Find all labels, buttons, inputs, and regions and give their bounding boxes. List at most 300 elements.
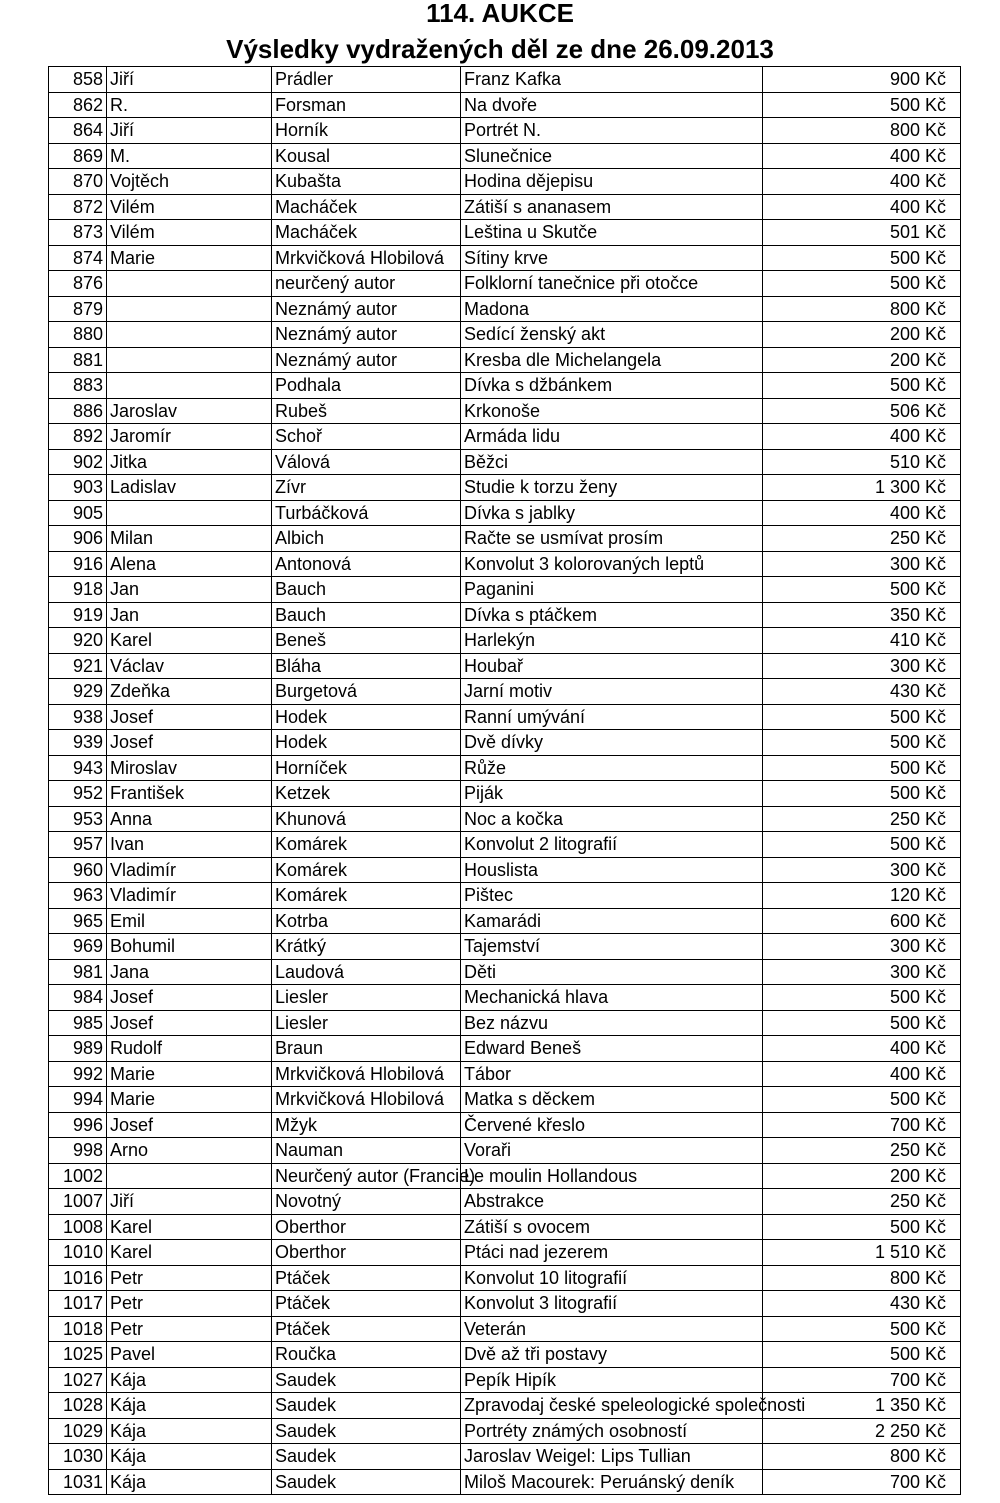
table-row: [49, 806, 961, 832]
price-cell: 500 Kč: [763, 1316, 961, 1342]
artwork-title-cell: Račte se usmívat prosím: [461, 526, 763, 552]
lot-number-cell: 994: [49, 1087, 107, 1113]
price-cell: 600 Kč: [763, 908, 961, 934]
first-name-cell: Jitka: [107, 449, 272, 475]
table-row: [49, 1240, 961, 1266]
artwork-title-cell: Harlekýn: [461, 628, 763, 654]
artwork-title-cell: Ranní umývání: [461, 704, 763, 730]
last-name-cell: Zívr: [272, 475, 461, 501]
price-cell: 500 Kč: [763, 245, 961, 271]
table-row: [49, 653, 961, 679]
price-cell: 400 Kč: [763, 500, 961, 526]
last-name-cell: Turbáčková: [272, 500, 461, 526]
last-name-cell: Ptáček: [272, 1291, 461, 1317]
artwork-title-cell: Folklorní tanečnice při otočce: [461, 271, 763, 297]
table-row: [49, 679, 961, 705]
lot-number-cell: 1008: [49, 1214, 107, 1240]
table-row: [49, 500, 961, 526]
last-name-cell: Roučka: [272, 1342, 461, 1368]
price-cell: 400 Kč: [763, 1061, 961, 1087]
last-name-cell: Mrkvičková Hlobilová: [272, 245, 461, 271]
artwork-title-cell: Dvě až tři postavy: [461, 1342, 763, 1368]
price-cell: 1 300 Kč: [763, 475, 961, 501]
artwork-title-cell: Franz Kafka: [461, 67, 763, 93]
price-cell: 350 Kč: [763, 602, 961, 628]
lot-number-cell: 870: [49, 169, 107, 195]
first-name-cell: Zdeňka: [107, 679, 272, 705]
table-row: [49, 781, 961, 807]
price-cell: 500 Kč: [763, 271, 961, 297]
artwork-title-cell: Kamarádi: [461, 908, 763, 934]
last-name-cell: Novotný: [272, 1189, 461, 1215]
price-cell: 400 Kč: [763, 169, 961, 195]
price-cell: 1 510 Kč: [763, 1240, 961, 1266]
lot-number-cell: 883: [49, 373, 107, 399]
lot-number-cell: 918: [49, 577, 107, 603]
price-cell: 900 Kč: [763, 67, 961, 93]
table-row: [49, 1469, 961, 1495]
lot-number-cell: 1010: [49, 1240, 107, 1266]
last-name-cell: Burgetová: [272, 679, 461, 705]
artwork-title-cell: Paganini: [461, 577, 763, 603]
price-cell: 250 Kč: [763, 1189, 961, 1215]
artwork-title-cell: Konvolut 10 litografií: [461, 1265, 763, 1291]
lot-number-cell: 1028: [49, 1393, 107, 1419]
lot-number-cell: 963: [49, 883, 107, 909]
table-row: [49, 373, 961, 399]
page-subtitle: Výsledky vydražených děl ze dne 26.09.2013: [226, 34, 774, 64]
first-name-cell: R.: [107, 92, 272, 118]
table-row: [49, 1444, 961, 1470]
first-name-cell: [107, 347, 272, 373]
artwork-title-cell: Madona: [461, 296, 763, 322]
last-name-cell: Ketzek: [272, 781, 461, 807]
lot-number-cell: 953: [49, 806, 107, 832]
artwork-title-cell: Ptáci nad jezerem: [461, 1240, 763, 1266]
table-row: [49, 1265, 961, 1291]
first-name-cell: Jan: [107, 577, 272, 603]
table-row: [49, 424, 961, 450]
table-row: [49, 883, 961, 909]
lot-number-cell: 873: [49, 220, 107, 246]
lot-number-cell: 869: [49, 143, 107, 169]
lot-number-cell: 886: [49, 398, 107, 424]
first-name-cell: Václav: [107, 653, 272, 679]
table-row: [49, 1393, 961, 1419]
first-name-cell: Karel: [107, 1240, 272, 1266]
artwork-title-cell: Hodina dějepisu: [461, 169, 763, 195]
first-name-cell: Karel: [107, 1214, 272, 1240]
first-name-cell: Vilém: [107, 220, 272, 246]
price-cell: 500 Kč: [763, 577, 961, 603]
table-row: [49, 1163, 961, 1189]
results-table: [48, 66, 961, 1495]
last-name-cell: Bauch: [272, 577, 461, 603]
table-row: [49, 1010, 961, 1036]
price-cell: 400 Kč: [763, 194, 961, 220]
price-cell: 500 Kč: [763, 832, 961, 858]
last-name-cell: Hodek: [272, 704, 461, 730]
first-name-cell: Josef: [107, 1112, 272, 1138]
artwork-title-cell: Houslista: [461, 857, 763, 883]
first-name-cell: Kája: [107, 1469, 272, 1495]
lot-number-cell: 906: [49, 526, 107, 552]
artwork-title-cell: Voraři: [461, 1138, 763, 1164]
last-name-cell: Beneš: [272, 628, 461, 654]
artwork-title-cell: Sedící ženský akt: [461, 322, 763, 348]
last-name-cell: Albich: [272, 526, 461, 552]
last-name-cell: Ptáček: [272, 1316, 461, 1342]
lot-number-cell: 874: [49, 245, 107, 271]
first-name-cell: Jaroslav: [107, 398, 272, 424]
first-name-cell: Vladimír: [107, 883, 272, 909]
first-name-cell: [107, 1163, 272, 1189]
artwork-title-cell: Zpravodaj české speleologické společnosti: [461, 1393, 763, 1419]
table-row: [49, 245, 961, 271]
lot-number-cell: 880: [49, 322, 107, 348]
artwork-title-cell: Abstrakce: [461, 1189, 763, 1215]
table-row: [49, 220, 961, 246]
last-name-cell: Nauman: [272, 1138, 461, 1164]
page-title: 114. AUKCE: [426, 0, 574, 28]
table-row: [49, 1316, 961, 1342]
artwork-title-cell: Tajemství: [461, 934, 763, 960]
lot-number-cell: 879: [49, 296, 107, 322]
table-row: [49, 857, 961, 883]
table-row: [49, 908, 961, 934]
table-row: [49, 475, 961, 501]
artwork-title-cell: Konvolut 3 litografií: [461, 1291, 763, 1317]
table-row: [49, 1418, 961, 1444]
first-name-cell: Pavel: [107, 1342, 272, 1368]
table-row: [49, 1138, 961, 1164]
price-cell: 300 Kč: [763, 551, 961, 577]
lot-number-cell: 1018: [49, 1316, 107, 1342]
price-cell: 800 Kč: [763, 118, 961, 144]
artwork-title-cell: Červené křeslo: [461, 1112, 763, 1138]
table-row: [49, 628, 961, 654]
table-row: [49, 985, 961, 1011]
last-name-cell: Prádler: [272, 67, 461, 93]
artwork-title-cell: Matka s děckem: [461, 1087, 763, 1113]
first-name-cell: Vladimír: [107, 857, 272, 883]
artwork-title-cell: Konvolut 2 litografií: [461, 832, 763, 858]
lot-number-cell: 989: [49, 1036, 107, 1062]
artwork-title-cell: Krkonoše: [461, 398, 763, 424]
price-cell: 200 Kč: [763, 1163, 961, 1189]
first-name-cell: Marie: [107, 1087, 272, 1113]
price-cell: 300 Kč: [763, 653, 961, 679]
table-row: [49, 704, 961, 730]
artwork-title-cell: Le moulin Hollandous: [461, 1163, 763, 1189]
last-name-cell: Macháček: [272, 220, 461, 246]
lot-number-cell: 872: [49, 194, 107, 220]
last-name-cell: Liesler: [272, 1010, 461, 1036]
artwork-title-cell: Dívka s ptáčkem: [461, 602, 763, 628]
last-name-cell: Mrkvičková Hlobilová: [272, 1061, 461, 1087]
first-name-cell: Petr: [107, 1265, 272, 1291]
artwork-title-cell: Slunečnice: [461, 143, 763, 169]
first-name-cell: Marie: [107, 245, 272, 271]
last-name-cell: Saudek: [272, 1469, 461, 1495]
lot-number-cell: 985: [49, 1010, 107, 1036]
price-cell: 300 Kč: [763, 934, 961, 960]
artwork-title-cell: Zátiší s ovocem: [461, 1214, 763, 1240]
artwork-title-cell: Kresba dle Michelangela: [461, 347, 763, 373]
lot-number-cell: 921: [49, 653, 107, 679]
table-row: [49, 577, 961, 603]
table-row: [49, 1291, 961, 1317]
first-name-cell: Karel: [107, 628, 272, 654]
artwork-title-cell: Pepík Hipík: [461, 1367, 763, 1393]
last-name-cell: Krátký: [272, 934, 461, 960]
table-row: [49, 296, 961, 322]
lot-number-cell: 1031: [49, 1469, 107, 1495]
last-name-cell: Saudek: [272, 1367, 461, 1393]
artwork-title-cell: Tábor: [461, 1061, 763, 1087]
lot-number-cell: 862: [49, 92, 107, 118]
first-name-cell: Alena: [107, 551, 272, 577]
price-cell: 200 Kč: [763, 322, 961, 348]
price-cell: 410 Kč: [763, 628, 961, 654]
artwork-title-cell: Zátiší s ananasem: [461, 194, 763, 220]
artwork-title-cell: Edward Beneš: [461, 1036, 763, 1062]
table-row: [49, 934, 961, 960]
last-name-cell: Horník: [272, 118, 461, 144]
first-name-cell: Anna: [107, 806, 272, 832]
lot-number-cell: 920: [49, 628, 107, 654]
lot-number-cell: 969: [49, 934, 107, 960]
table-row: [49, 602, 961, 628]
artwork-title-cell: Piják: [461, 781, 763, 807]
price-cell: 500 Kč: [763, 1214, 961, 1240]
table-row: [49, 322, 961, 348]
first-name-cell: M.: [107, 143, 272, 169]
table-row: [49, 551, 961, 577]
lot-number-cell: 981: [49, 959, 107, 985]
last-name-cell: Saudek: [272, 1393, 461, 1419]
last-name-cell: Podhala: [272, 373, 461, 399]
first-name-cell: Ivan: [107, 832, 272, 858]
last-name-cell: Ptáček: [272, 1265, 461, 1291]
artwork-title-cell: Armáda lidu: [461, 424, 763, 450]
first-name-cell: Jiří: [107, 118, 272, 144]
first-name-cell: Petr: [107, 1316, 272, 1342]
price-cell: 500 Kč: [763, 92, 961, 118]
first-name-cell: Marie: [107, 1061, 272, 1087]
lot-number-cell: 905: [49, 500, 107, 526]
last-name-cell: Schoř: [272, 424, 461, 450]
last-name-cell: Mrkvičková Hlobilová: [272, 1087, 461, 1113]
price-cell: 400 Kč: [763, 143, 961, 169]
table-row: [49, 755, 961, 781]
first-name-cell: [107, 322, 272, 348]
lot-number-cell: 939: [49, 730, 107, 756]
first-name-cell: Petr: [107, 1291, 272, 1317]
table-row: [49, 1087, 961, 1113]
lot-number-cell: 957: [49, 832, 107, 858]
artwork-title-cell: Růže: [461, 755, 763, 781]
artwork-title-cell: Miloš Macourek: Peruánský deník: [461, 1469, 763, 1495]
table-row: [49, 194, 961, 220]
table-row: [49, 271, 961, 297]
first-name-cell: Jan: [107, 602, 272, 628]
table-row: [49, 1214, 961, 1240]
price-cell: 300 Kč: [763, 857, 961, 883]
artwork-title-cell: Mechanická hlava: [461, 985, 763, 1011]
table-row: [49, 449, 961, 475]
table-row: [49, 347, 961, 373]
table-row: [49, 1036, 961, 1062]
lot-number-cell: 984: [49, 985, 107, 1011]
last-name-cell: Macháček: [272, 194, 461, 220]
price-cell: 500 Kč: [763, 985, 961, 1011]
price-cell: 400 Kč: [763, 1036, 961, 1062]
lot-number-cell: 952: [49, 781, 107, 807]
first-name-cell: Josef: [107, 985, 272, 1011]
price-cell: 400 Kč: [763, 424, 961, 450]
artwork-title-cell: Jaroslav Weigel: Lips Tullian: [461, 1444, 763, 1470]
price-cell: 300 Kč: [763, 959, 961, 985]
last-name-cell: Neznámý autor: [272, 322, 461, 348]
price-cell: 500 Kč: [763, 1087, 961, 1113]
first-name-cell: [107, 373, 272, 399]
last-name-cell: Neznámý autor: [272, 347, 461, 373]
first-name-cell: Jiří: [107, 1189, 272, 1215]
artwork-title-cell: Portrét N.: [461, 118, 763, 144]
last-name-cell: Bláha: [272, 653, 461, 679]
table-row: [49, 169, 961, 195]
first-name-cell: Jiří: [107, 67, 272, 93]
lot-number-cell: 1002: [49, 1163, 107, 1189]
lot-number-cell: 1007: [49, 1189, 107, 1215]
table-row: [49, 67, 961, 93]
lot-number-cell: 902: [49, 449, 107, 475]
table-row: [49, 118, 961, 144]
last-name-cell: Mžyk: [272, 1112, 461, 1138]
artwork-title-cell: Veterán: [461, 1316, 763, 1342]
first-name-cell: Kája: [107, 1418, 272, 1444]
last-name-cell: Horníček: [272, 755, 461, 781]
price-cell: 500 Kč: [763, 704, 961, 730]
first-name-cell: Jaromír: [107, 424, 272, 450]
lot-number-cell: 1016: [49, 1265, 107, 1291]
lot-number-cell: 992: [49, 1061, 107, 1087]
price-cell: 800 Kč: [763, 1265, 961, 1291]
last-name-cell: neurčený autor: [272, 271, 461, 297]
table-row: [49, 730, 961, 756]
first-name-cell: [107, 271, 272, 297]
last-name-cell: Saudek: [272, 1418, 461, 1444]
first-name-cell: [107, 500, 272, 526]
lot-number-cell: 919: [49, 602, 107, 628]
table-row: [49, 92, 961, 118]
first-name-cell: Kája: [107, 1367, 272, 1393]
table-row: [49, 1112, 961, 1138]
lot-number-cell: 960: [49, 857, 107, 883]
last-name-cell: Neurčený autor (Francie): [272, 1163, 461, 1189]
last-name-cell: Antonová: [272, 551, 461, 577]
price-cell: 800 Kč: [763, 1444, 961, 1470]
lot-number-cell: 858: [49, 67, 107, 93]
lot-number-cell: 916: [49, 551, 107, 577]
first-name-cell: Josef: [107, 704, 272, 730]
last-name-cell: Kubašta: [272, 169, 461, 195]
last-name-cell: Kotrba: [272, 908, 461, 934]
lot-number-cell: 881: [49, 347, 107, 373]
lot-number-cell: 892: [49, 424, 107, 450]
lot-number-cell: 929: [49, 679, 107, 705]
artwork-title-cell: Dvě dívky: [461, 730, 763, 756]
first-name-cell: Josef: [107, 1010, 272, 1036]
table-row: [49, 1342, 961, 1368]
table-row: [49, 959, 961, 985]
artwork-title-cell: Sítiny krve: [461, 245, 763, 271]
artwork-title-cell: Pištec: [461, 883, 763, 909]
lot-number-cell: 1025: [49, 1342, 107, 1368]
table-row: [49, 1189, 961, 1215]
price-cell: 510 Kč: [763, 449, 961, 475]
last-name-cell: Komárek: [272, 832, 461, 858]
first-name-cell: Ladislav: [107, 475, 272, 501]
price-cell: 700 Kč: [763, 1112, 961, 1138]
last-name-cell: Oberthor: [272, 1240, 461, 1266]
lot-number-cell: 903: [49, 475, 107, 501]
table-row: [49, 398, 961, 424]
lot-number-cell: 1017: [49, 1291, 107, 1317]
lot-number-cell: 965: [49, 908, 107, 934]
price-cell: 500 Kč: [763, 1010, 961, 1036]
price-cell: 1 350 Kč: [763, 1393, 961, 1419]
artwork-title-cell: Studie k torzu ženy: [461, 475, 763, 501]
table-row: [49, 526, 961, 552]
table-row: [49, 1061, 961, 1087]
price-cell: 700 Kč: [763, 1469, 961, 1495]
lot-number-cell: 864: [49, 118, 107, 144]
first-name-cell: Arno: [107, 1138, 272, 1164]
first-name-cell: Josef: [107, 730, 272, 756]
last-name-cell: Saudek: [272, 1444, 461, 1470]
artwork-title-cell: Houbař: [461, 653, 763, 679]
last-name-cell: Rubeš: [272, 398, 461, 424]
last-name-cell: Oberthor: [272, 1214, 461, 1240]
price-cell: 500 Kč: [763, 781, 961, 807]
last-name-cell: Bauch: [272, 602, 461, 628]
artwork-title-cell: Leština u Skutče: [461, 220, 763, 246]
lot-number-cell: 1030: [49, 1444, 107, 1470]
artwork-title-cell: Jarní motiv: [461, 679, 763, 705]
table-row: [49, 1367, 961, 1393]
price-cell: 430 Kč: [763, 679, 961, 705]
artwork-title-cell: Bez názvu: [461, 1010, 763, 1036]
last-name-cell: Hodek: [272, 730, 461, 756]
artwork-title-cell: Noc a kočka: [461, 806, 763, 832]
artwork-title-cell: Běžci: [461, 449, 763, 475]
first-name-cell: [107, 296, 272, 322]
first-name-cell: Vojtěch: [107, 169, 272, 195]
first-name-cell: František: [107, 781, 272, 807]
lot-number-cell: 938: [49, 704, 107, 730]
lot-number-cell: 996: [49, 1112, 107, 1138]
price-cell: 500 Kč: [763, 730, 961, 756]
last-name-cell: Liesler: [272, 985, 461, 1011]
price-cell: 800 Kč: [763, 296, 961, 322]
first-name-cell: Milan: [107, 526, 272, 552]
lot-number-cell: 943: [49, 755, 107, 781]
last-name-cell: Khunová: [272, 806, 461, 832]
price-cell: 250 Kč: [763, 806, 961, 832]
last-name-cell: Komárek: [272, 883, 461, 909]
